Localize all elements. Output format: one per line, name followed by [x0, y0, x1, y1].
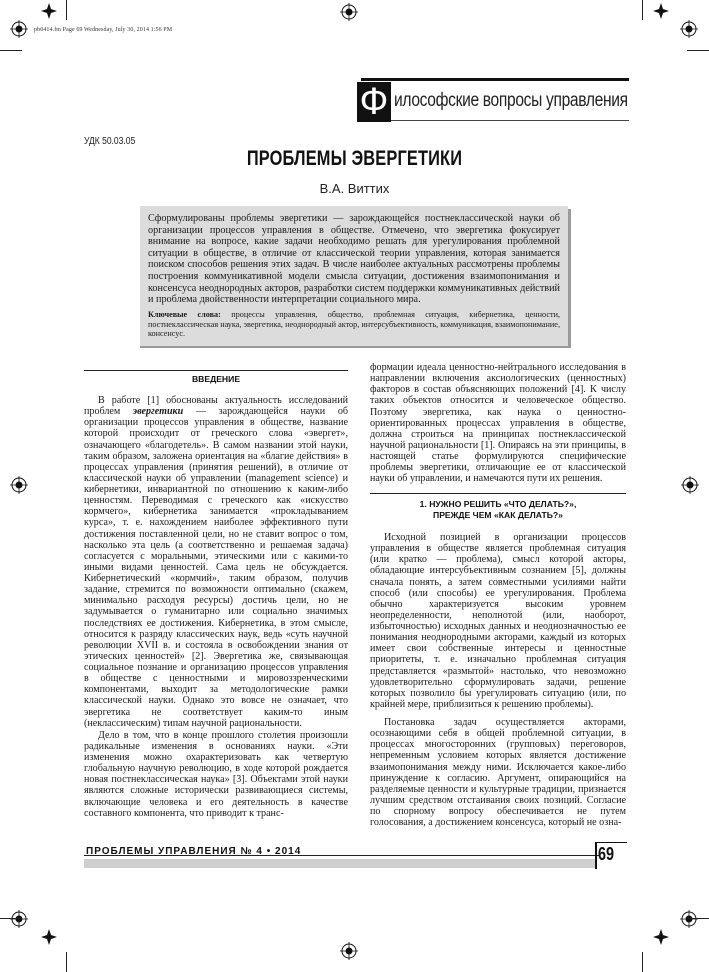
paragraph: Постановка задач осуществляется акторами, осознающими себя в общей проблемной ситуации, в процессах многосторонних (групповых) переговоров, непременным условием которых является достижение взаимопонимания между ними. Исключается какое-либо принуждение к согласию. Аргумент, опирающийся на разделяемые ценности и культурные традиции, признается лучшим средством отстаивания своих позиций. Согласие по спорному вопросу обеспечивается не путем голосования, а достижением консенсуса, который не озна-	[370, 717, 626, 829]
article-title: ПРОБЛЕМЫ ЭВЕРГЕТИКИ	[246, 147, 463, 170]
footer-journal	[86, 846, 301, 857]
keywords-label: Ключевые слова:	[148, 310, 221, 319]
registration-mark-top-center	[340, 3, 358, 21]
paragraph-text: — зарождающейся науки об организации процессов управления в обществе, название которой происходит от греческого слова «эвергет», означающего «благодетель». В самом названии этой науки, таким образом, заложена ориентация на «благие действия» в процессах управления (принятия решений), в отличие от классической науки об управлении (management science) и кибернетики, инвариантной по отношению к каким-либо ценностям. Переводимая с греческого как «искусство кормчего», кибернетика занимается «прокладыванием курса», т. е. нахождением наиболее эффективного пути достижения поставленной цели, но не ставит вопрос о том, насколько эта цель (а соответственно и решаемая задача) согласуется с моральными, этическими или с какими-то иными видами ценностей. Сама цель не обсуждается. Кибернетический «кормчий», таким образом, получив задание, стремится по возможности оптимально (скажем, минимально расходуя ресурсы) достичь цели, но не задумывается о гуманитарно или социально значимых последствиях ее достижения. Кибернетика, в этом смысле, относится к разряду классических наук, ведь «суть научной революции XVII в. и состояла в освобождении знания от этических ценностей» [2]. Эвергетика же, связывающая социальное познание и организацию процессов управления в обществе с ценностными и мировоззренческими компонентами, выходит за методологические рамки классической науки. Однако это вовсе не означает, что эвергетика не соответствует каким-то иным (неклассическим) типам научной рациональности.	[84, 406, 349, 729]
registration-mark-bottom-left	[10, 910, 28, 928]
crop-line	[642, 952, 643, 972]
abstract-box	[140, 206, 568, 346]
star-mark-top-left	[40, 2, 58, 20]
registration-mark-bottom-right	[680, 910, 698, 928]
paragraph: Дело в том, что в конце прошлого столетия произошли радикальные изменения в основаниях науки. «Эти изменения можно охарактеризовать как четвертую глобальную научную революцию, в ходе которой рождается новая постнеклассическая наука» [3]. Объектами этой науки являются сложные исторически развивающиеся системы, включающие человека и его деятельность в качестве составного компонента, что приводит к транс-	[84, 729, 348, 819]
keywords	[148, 310, 560, 339]
abstract-text: Сформулированы проблемы эвергетики — зарождающейся постнеклассической науки об организации процессов управления в обществе. Отмечено, что эвергетика фокусирует внимание на вопросе, какие задачи необходимо решать для урегулирования проблемной ситуации в обществе, в отличие от классической теории управления, которая занимается поиском способов решения этих задач. В числе наиболее актуальных рассмотрены проблемы построения коммуникативной модели смысла ситуации, достижения взаимопонимания и консенсуса неоднородных акторов, разработки систем поддержки коммуникативных действий и проблема двойственности интерпретации социального мира.	[148, 213, 560, 306]
banner-underline	[391, 120, 629, 121]
article-author: В.А. Виттих	[319, 181, 390, 196]
right-column	[370, 362, 626, 484]
paragraph: Исходной позицией в организации процессов управления в обществе является проблемная ситуация (или кратко — проблема), смысл которой акторы, обладающие интерсубъективным сознанием [5], должны сначала понять, а затем совместными усилиями найти способ (или способы) ее урегулирования. Проблема обычно характеризуется высоким уровнем неопределенности, неполнотой (или, наоборот, избыточностью) исходных данных и неоднозначностью ее понимания неоднородными акторами, каждый из которых имеет свои собственные интересы и ценностные приоритеты, т. е. изначально проблемная ситуация представляется «размытой» настолько, что невозможно удовлетворительно сформулировать задачи, решение которых позволило бы урегулировать ситуацию (или, по крайней мере, приблизиться к решению проблемы).	[370, 532, 626, 710]
page-number: 69	[598, 844, 615, 864]
crop-line	[0, 50, 22, 51]
crop-line	[687, 50, 709, 51]
left-column	[84, 395, 348, 819]
emphasis-term: эвергетики	[132, 406, 184, 418]
crop-line	[66, 0, 67, 20]
registration-mark-left-middle	[10, 476, 28, 494]
registration-mark-top-left	[10, 20, 28, 38]
registration-mark-bottom-center	[340, 942, 358, 960]
banner-initial-letter: Ф	[357, 82, 391, 122]
star-mark-bottom-right	[652, 928, 670, 946]
intro-heading: ВВЕДЕНИЕ	[191, 374, 241, 384]
intro-heading-rule	[84, 370, 348, 371]
paragraph-text: В работе [1] обоснованы актуальность исследований проблем	[84, 395, 348, 418]
crop-line	[66, 952, 67, 972]
section1-heading-line1: 1. НУЖНО РЕШИТЬ «ЧТО ДЕЛАТЬ?»,	[419, 499, 577, 509]
section1-heading-line2: ПРЕЖДЕ ЧЕМ «КАК ДЕЛАТЬ?»	[433, 510, 563, 520]
journal-name: ПРОБЛЕМЫ УПРАВЛЕНИЯ	[86, 846, 237, 857]
issue-number: № 4 • 2014	[240, 846, 302, 857]
keywords-list: процессы управления, общество, проблемная ситуация, кибернетика, ценности, постнеклассическая наука, эвергетика, неоднородный актор, интерсубъективность, коммуникация, взаимопонимание, консенсус.	[148, 310, 560, 339]
star-mark-top-right	[652, 2, 670, 20]
paragraph	[84, 395, 348, 729]
crop-line	[0, 918, 22, 919]
registration-mark-right-middle	[681, 476, 699, 494]
udk-code: УДК 50.03.05	[84, 136, 136, 147]
crop-line	[687, 918, 709, 919]
section-banner	[357, 78, 629, 122]
banner-rule	[361, 78, 629, 81]
section1-heading-rule	[370, 493, 626, 494]
print-slug: pb0414.fm Page 69 Wednesday, July 30, 2014 1:56 PM	[34, 27, 173, 33]
footer-bar	[84, 859, 596, 868]
crop-line	[642, 0, 643, 20]
registration-mark-top-right	[680, 20, 698, 38]
paragraph: формации идеала ценностно-нейтрального исследования в направлении включения аксиологических (ценностных) факторов в состав объясняющих положений [4]. К числу таких объектов относится и человеческое общество. Поэтому эвергетика, как наука о ценностно-ориентированных процессах управления в обществе, должна строиться на принципах постнеклассической научной рациональности [1]. Опираясь на эти принципы, в настоящей статье формулируются специфические проблемы эвергетики, отличающие ее от классической науки об управлении, и намечаются пути их решения.	[370, 362, 626, 485]
banner-title: илософские вопросы управления	[394, 90, 628, 111]
star-mark-bottom-left	[40, 928, 58, 946]
right-column-section1	[370, 532, 626, 828]
